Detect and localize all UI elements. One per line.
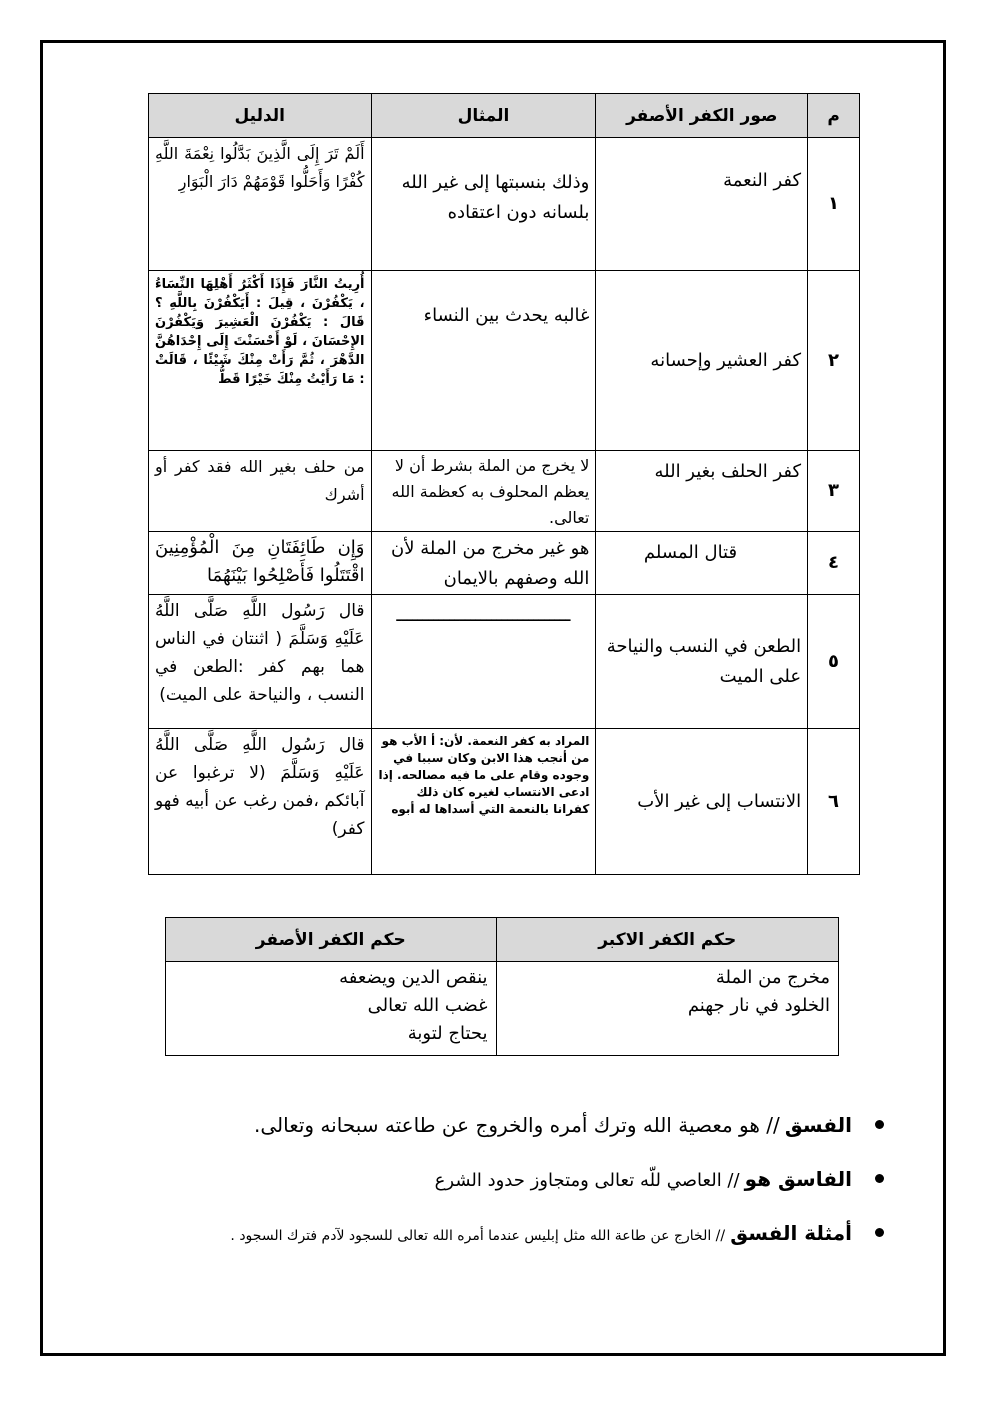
table-row bbox=[149, 451, 860, 532]
row-form: كفر الحلف بغير الله bbox=[596, 451, 808, 532]
row-evidence: من حلف بغير الله فقد كفر أو أشرك bbox=[149, 451, 372, 532]
row-form: كفر النعمة bbox=[596, 138, 808, 271]
row-example: غالبه يحدث بين النساء bbox=[371, 271, 596, 451]
list-item bbox=[110, 1098, 892, 1152]
header-major-ruling: حكم الكفر الاكبر bbox=[496, 918, 838, 962]
list-item bbox=[110, 1152, 892, 1206]
row-form: الانتساب إلى غير الأب bbox=[596, 729, 808, 875]
row-form: قتال المسلم bbox=[596, 532, 808, 595]
row-evidence: وَإِن طَائِفَتَانِ مِنَ الْمُؤْمِنِينَ اقْتَتَلُوا فَأَصْلِحُوا بَيْنَهُمَا bbox=[149, 532, 372, 595]
bullet-term: الفاسق هو bbox=[744, 1167, 852, 1191]
table-row bbox=[149, 271, 860, 451]
table-row bbox=[149, 138, 860, 271]
table-header-row bbox=[149, 94, 860, 138]
table-row bbox=[149, 532, 860, 595]
row-num: ٢ bbox=[808, 271, 860, 451]
row-example: وذلك بنسبتها إلى غير الله بلسانه دون اعتقاده bbox=[371, 138, 596, 271]
bullet-text: // العاصي للّه تعالى ومتجاوز حدود الشرع bbox=[434, 1170, 740, 1191]
bullet-icon bbox=[875, 1174, 884, 1183]
row-example: هو غير مخرج من الملة لأن الله وصفهم بالايمان bbox=[371, 532, 596, 595]
row-num: ١ bbox=[808, 138, 860, 271]
minor-ruling-cell bbox=[166, 962, 497, 1056]
bullet-text: // هو معصية الله وترك أمره والخروج عن طاعته سبحانه وتعالى. bbox=[253, 1113, 780, 1137]
definitions-list bbox=[110, 1098, 892, 1260]
row-form: كفر العشير وإحسانه bbox=[596, 271, 808, 451]
header-minor-ruling: حكم الكفر الأصفر bbox=[166, 918, 497, 962]
bullet-icon bbox=[875, 1228, 884, 1237]
table-row bbox=[149, 595, 860, 729]
major-ruling-cell bbox=[496, 962, 838, 1056]
minor-ruling-line: غضب الله تعالى bbox=[367, 995, 488, 1016]
row-evidence: قال رَسُول اللَّهِ صَلَّى اللَّهُ عَلَيْهِ وَسَلَّمَ (لا ترغبوا عن آبائكم ،فمن رغب عن أبيه فهو كفر) bbox=[149, 729, 372, 875]
major-ruling-line: مخرج من الملة bbox=[715, 967, 830, 988]
row-form: الطعن في النسب والنياحة على الميت bbox=[596, 595, 808, 729]
header-evidence: الدليل bbox=[149, 94, 372, 138]
list-item bbox=[110, 1206, 892, 1260]
ruling-table bbox=[165, 917, 839, 1056]
row-num: ٣ bbox=[808, 451, 860, 532]
row-evidence: أُرِيتُ النَّارَ فَإِذَا أَكْثَرُ أَهْلِهَا النِّسَاءُ ، يَكْفُرْنَ ، قِيلَ : أَيَكْفُرْنَ بِاللَّهِ ؟ قَالَ : يَكْفُرْنَ الْعَشِيرَ وَيَكْفُرْنَ الإِحْسَانَ ، لَوْ أَحْسَنْتَ إِلَى إِحْدَاهُنَّ الدَّهْرَ ، ثُمَّ رَأَتْ مِنْكَ شَيْئًا ، قَالَتْ : مَا رَأَيْتُ مِنْكَ خَيْرًا قَطُّ bbox=[149, 271, 372, 451]
row-example: لا يخرج من الملة بشرط أن لا يعظم المحلوف به كعظمة الله تعالى. bbox=[371, 451, 596, 532]
row-num: ٤ bbox=[808, 532, 860, 595]
minor-disbelief-table bbox=[148, 93, 860, 875]
header-example: المثال bbox=[371, 94, 596, 138]
row-evidence: قال رَسُول اللَّهِ صَلَّى اللَّهُ عَلَيْهِ وَسَلَّمَ ( اثنتان في الناس هما بهم كفر :الطعن في النسب ، والنياحة على الميت) bbox=[149, 595, 372, 729]
row-example: المراد به كفر النعمة. لأن: أ الأب هو من أنجب هذا الابن وكان سببا في وجوده وقام على ما فيه مصالحه. إذا ادعى الانتساب لغيره كان ذلك كفرانا بالنعمة التي أسداها له أبوه bbox=[371, 729, 596, 875]
major-ruling-line: الخلود في نار جهنم bbox=[687, 995, 830, 1016]
row-example: ـــــــــــــــــــــــــــــــــ bbox=[371, 595, 596, 729]
ruling-row bbox=[166, 962, 839, 1056]
minor-ruling-line: يحتاج لتوبة bbox=[407, 1023, 488, 1044]
bullet-text: // الخارج عن طاعة الله مثل إبليس عندما أمره الله تعالى للسجود لآدم فترك السجود . bbox=[230, 1228, 726, 1244]
row-num: ٦ bbox=[808, 729, 860, 875]
row-evidence: أَلَمْ تَرَ إِلَى الَّذِينَ بَدَّلُوا نِعْمَةَ اللَّهِ كُفْرًا وَأَحَلُّوا قَوْمَهُمْ دَارَ الْبَوَارِ bbox=[149, 138, 372, 271]
table-row bbox=[149, 729, 860, 875]
header-num: م bbox=[808, 94, 860, 138]
bullet-icon bbox=[875, 1120, 884, 1129]
row-num: ٥ bbox=[808, 595, 860, 729]
bullet-term: أمثلة الفسق bbox=[730, 1221, 852, 1245]
header-form: صور الكفر الأصفر bbox=[596, 94, 808, 138]
bullet-term: الفسق bbox=[784, 1113, 852, 1137]
minor-ruling-line: ينقص الدين ويضعفه bbox=[339, 967, 488, 988]
ruling-header-row bbox=[166, 918, 839, 962]
